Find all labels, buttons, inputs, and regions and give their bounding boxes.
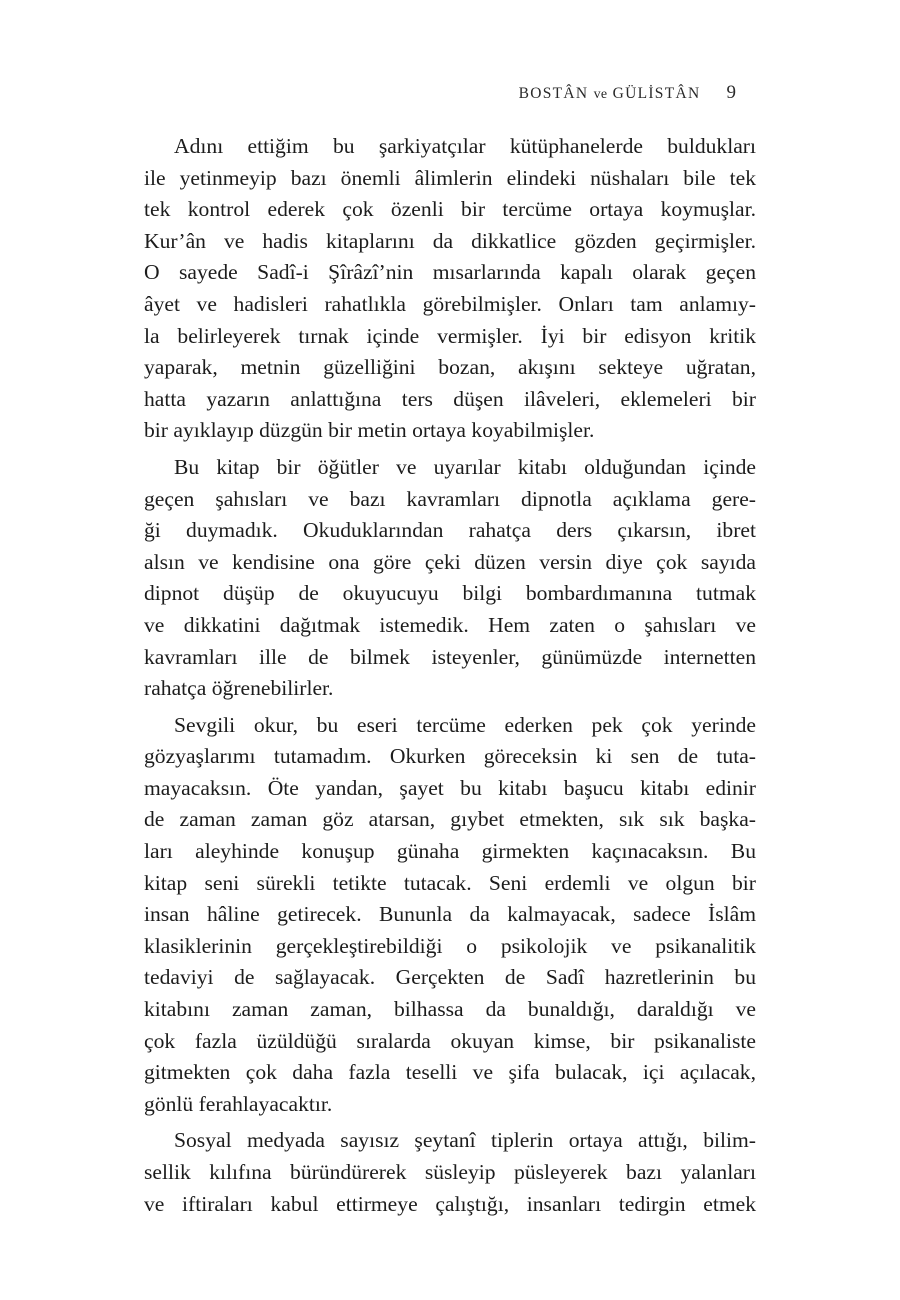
paragraph-1 [144,131,756,447]
text-line: geçen şahısları ve bazı kavramları dipnotla açıklama gere- [144,486,756,511]
text-line: âyet ve hadisleri rahatlıkla görebilmişler. Onları tam anlamıy- [144,291,756,316]
text-line: de zaman zaman göz atarsan, gıybet etmekten, sık sık başka- [144,807,756,832]
text-line: dipnot düşüp de okuyucuyu bilgi bombardımanına tutmak [144,581,756,606]
text-line: kavramları ille de bilmek isteyenler, günümüzde internetten [144,644,756,669]
text-line: gönlü ferahlayacaktır. [144,1091,333,1116]
running-title-part2: GÜLİSTÂN [612,85,701,102]
text-line: ği duymadık. Okuduklarından rahatça ders çıkarsın, ibret [144,518,756,543]
running-title [519,85,701,103]
text-line: Sevgili okur, bu eseri tercüme ederken pek çok yerinde [174,712,756,737]
text-line: kitap seni sürekli tetikte tutacak. Seni erdemli ve olgun bir [144,870,756,895]
paragraph-2 [144,452,756,705]
running-title-ve: ve [593,87,608,102]
text-line: gözyaşlarımı tutamadım. Okurken göreceksin ki sen de tuta- [144,744,756,769]
text-line: ile yetinmeyip bazı önemli âlimlerin elindeki nüshaları bile tek [144,165,756,190]
body-text [144,131,756,1220]
paragraph-4 [144,1125,756,1220]
text-line: Adını ettiğim bu şarkiyatçılar kütüphanelerde buldukları [174,134,756,158]
text-line: çok fazla üzüldüğü sıralarda okuyan kimse, bir psikanaliste [144,1028,756,1053]
text-line: gitmekten çok daha fazla teselli ve şifa bulacak, içi açılacak, [144,1060,756,1085]
text-line: sellik kılıfına büründürerek süsleyip püsleyerek bazı yalanları [144,1160,756,1184]
text-line: bir ayıklayıp düzgün bir metin ortaya koyabilmişler. [144,418,595,443]
text-line: ve dikkatini dağıtmak istemedik. Hem zaten o şahısları ve [144,612,756,637]
text-line: hatta yazarın anlattığına ters düşen ilâveleri, eklemeleri bir [144,386,756,411]
text-line: rahatça öğrenebilirler. [144,676,334,701]
text-line: yaparak, metnin güzelliğini bozan, akışını sekteye uğratan, [144,355,756,380]
paragraph-3 [144,710,756,1121]
text-line: kitabını zaman zaman, bilhassa da bunaldığı, daraldığı ve [144,997,756,1022]
text-line: tedaviyi de sağlayacak. Gerçekten de Sadî hazretlerinin bu [144,965,756,990]
text-line: klasiklerinin gerçekleştirebildiği o psikolojik ve psikanalitik [144,933,756,958]
text-line: insan hâline getirecek. Bununla da kalmayacak, sadece İslâm [144,902,756,927]
running-header [519,82,736,104]
text-line: O sayede Sadî-i Şîrâzî’nin mısarlarında kapalı olarak geçen [144,260,756,285]
text-line: Kur’ân ve hadis kitaplarını da dikkatlice gözden geçirmişler. [144,228,756,253]
text-line: tek kontrol ederek çok özenli bir tercüme ortaya koymuşlar. [144,197,756,222]
running-title-part1: BOSTÂN [518,85,589,102]
text-line: ları aleyhinde konuşup günaha girmekten kaçınacaksın. Bu [144,839,756,864]
text-line: la belirleyerek tırnak içinde vermişler. İyi bir edisyon kritik [144,323,756,348]
text-line: Sosyal medyada sayısız şeytanî tiplerin ortaya attığı, bilim- [174,1128,756,1153]
text-line: mayacaksın. Öte yandan, şayet bu kitabı başucu kitabı edinir [144,775,756,800]
page-number: 9 [726,82,736,103]
text-line: alsın ve kendisine ona göre çeki düzen versin diye çok sayıda [144,549,756,574]
text-line: ve iftiraları kabul ettirmeye çalıştığı, insanları tedirgin etmek [144,1191,756,1216]
text-line: Bu kitap bir öğütler ve uyarılar kitabı olduğundan içinde [174,454,756,479]
